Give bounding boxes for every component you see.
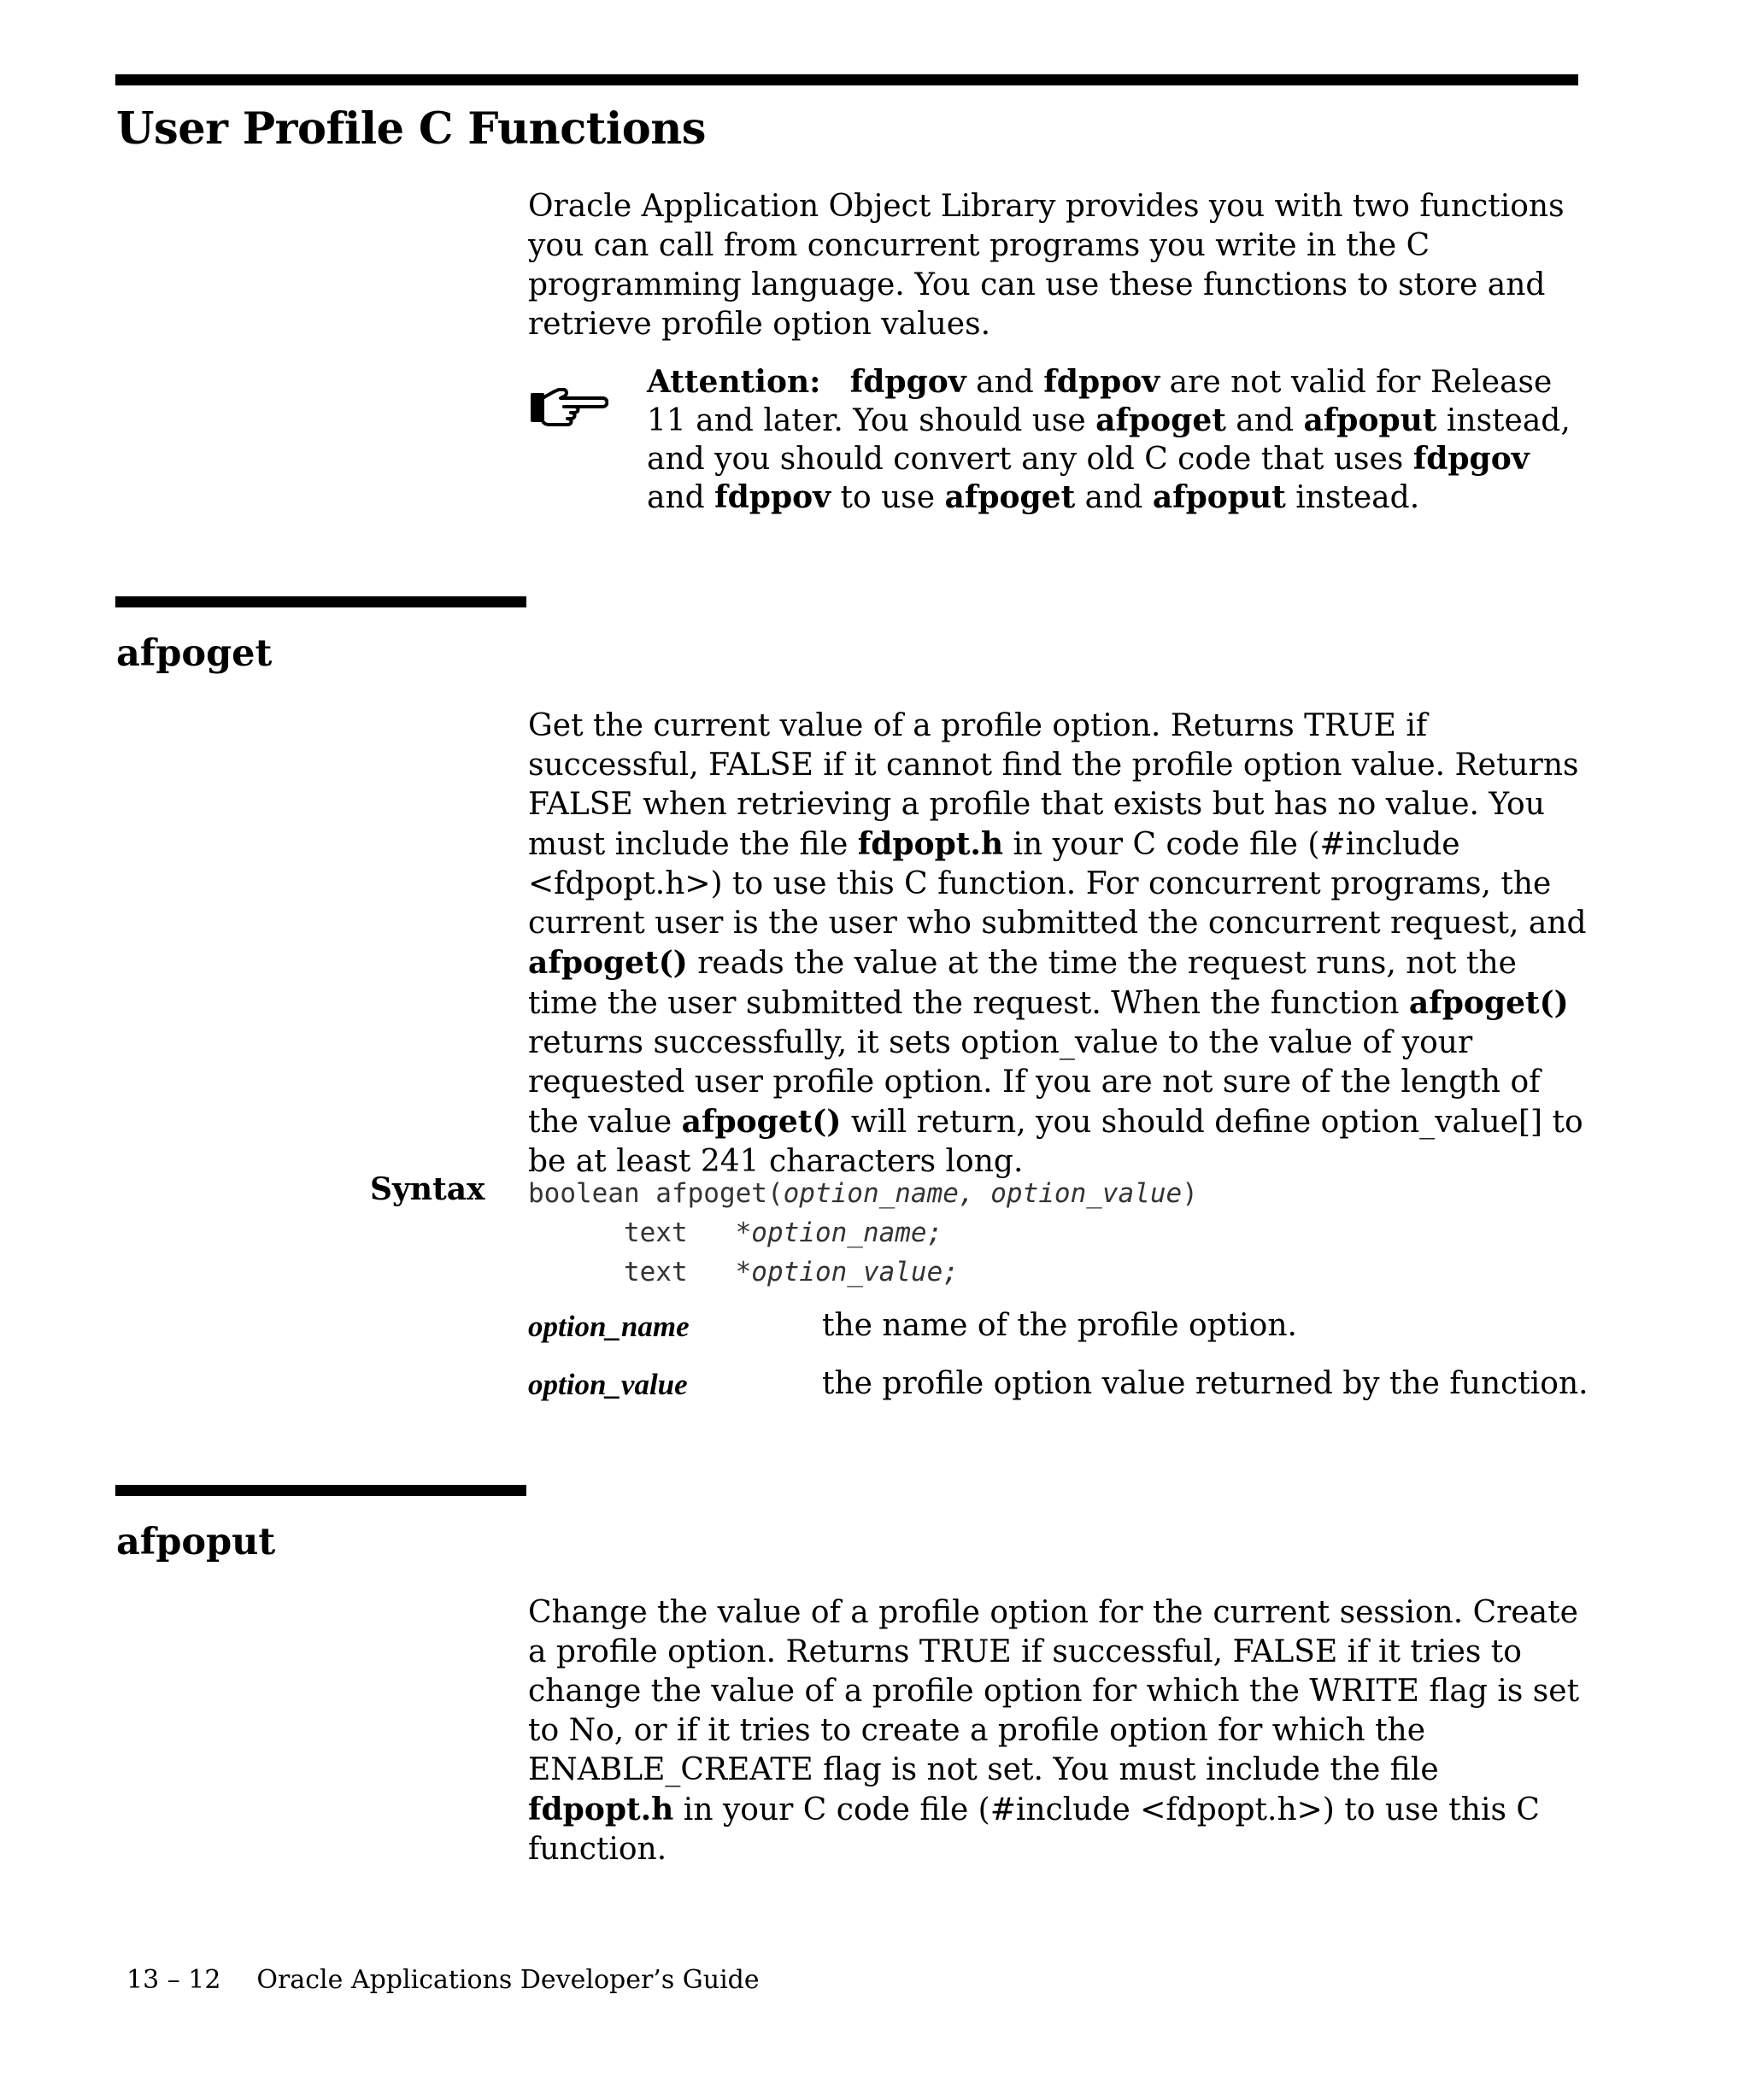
- pointing-hand-icon: [530, 383, 608, 431]
- code-signature: boolean afpoget(option_name, option_value): [528, 1178, 1198, 1209]
- param-name: option_name: [528, 1310, 690, 1343]
- section-heading-afpoget: afpoget: [116, 632, 273, 675]
- param-name: option_value: [528, 1368, 688, 1401]
- section-rule-afpoput: [115, 1485, 526, 1496]
- section-heading-afpoput: afpoput: [116, 1521, 276, 1563]
- param-description: the profile option value returned by the function.: [822, 1366, 1589, 1401]
- param-description: the name of the profile option.: [822, 1308, 1297, 1343]
- book-title: Oracle Applications Developer’s Guide: [256, 1965, 760, 1995]
- attention-label: Attention:: [647, 364, 821, 400]
- page-number: 13 – 12: [126, 1965, 221, 1995]
- afpoget-description: Get the current value of a profile option. Returns TRUE if successful, FALSE if it cannot find the profile option value. Returns FALSE when retrieving a profile that exists but has no value. You must include the file fdpopt.h in your C code file (#include <fdpopt.h>) to use this C function. For concurrent programs, the current user is the user who submitted the concurrent request, and afpoget() reads the value at the time the request runs, not the time the user submitted the request. When the function afpoget() returns successfully, it sets option_value to the value of your requested user profile option. If you are not sure of the length of the value afpoget() will return, you should define option_value[] to be at least 241 characters long.: [528, 708, 1587, 1179]
- code-param-line-2: text *option_value;: [528, 1257, 959, 1288]
- intro-paragraph: Oracle Application Object Library provides you with two functions you can call from concurrent programs you write in the C programming language. You can use these functions to store and retrieve profile option values.: [528, 189, 1565, 342]
- section-rule-afpoget: [115, 596, 526, 607]
- page-title: User Profile C Functions: [116, 103, 706, 155]
- syntax-label: Syntax: [370, 1171, 485, 1207]
- page-footer: [126, 1965, 760, 1995]
- afpoput-description: Change the value of a profile option for the current session. Create a profile option. Returns TRUE if successful, FALSE if it tries to change the value of a profile option for which the WRITE flag is set to No, or if it tries to create a profile option for which the ENABLE_CREATE flag is not set. You must include the file fdpopt.h in your C code file (#include <fdpopt.h>) to use this C function.: [528, 1595, 1580, 1867]
- code-param-line-1: text *option_name;: [528, 1217, 943, 1248]
- attention-note: Attention: fdpgov and fdppov are not valid for Release 11 and later. You should use afpoget and afpoput instead, and you should convert any old C code that uses fdpgov and fdppov to use afpoget and afpoput instead.: [647, 364, 1571, 515]
- top-rule: [115, 74, 1578, 85]
